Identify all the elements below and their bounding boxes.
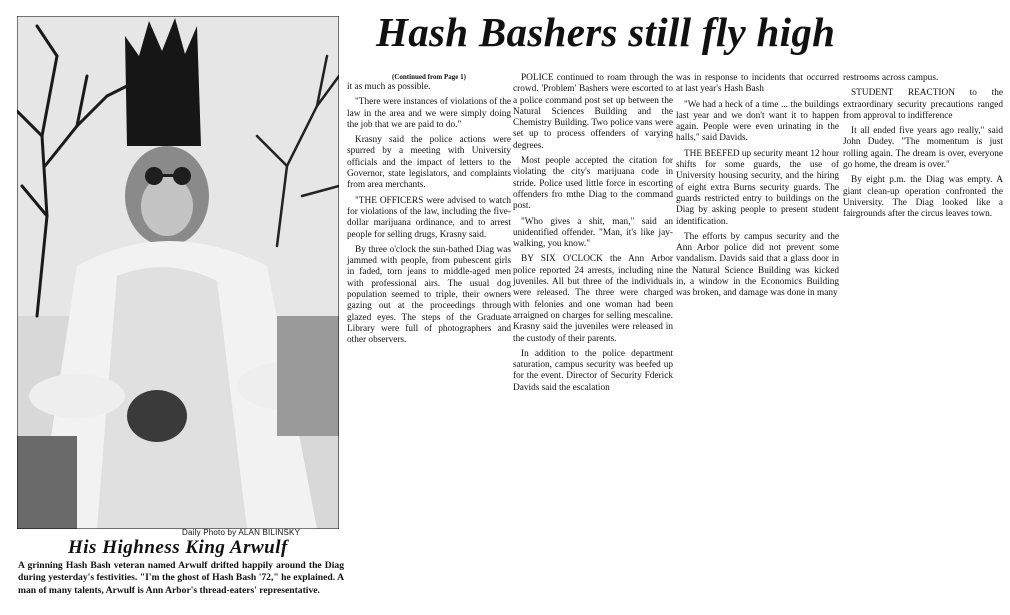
- paragraph: THE BEEFED up security meant 12 hour shifts for some guards, the use of University housing security, and the hiring of eight extra Burns security guards. The guards restricted entry to buildings on the Diag by asking people to present student identification.: [676, 148, 839, 227]
- caption-title: His Highness King Arwulf: [68, 537, 288, 558]
- paragraph: POLICE continued to roam through the crowd. 'Problem' Bashers were escorted to a police command post set up between the Natural Sciences Building and the Chemistry Building. Two police vans were set up to process offenders of varying degrees.: [513, 73, 673, 151]
- paragraph: it as much as possible.: [347, 82, 431, 92]
- paragraph: restrooms across campus.: [843, 73, 939, 83]
- paragraph: By three o'clock the sun-bathed Diag was jammed with people, from pubescent girls in faded, torn jeans to middle-aged men with professional airs. The usual dog population seemed to triple, their owners gazing out at the proceedings through glazed eyes. The steps of the Graduate Library were full of photographers and other observers.: [347, 244, 511, 346]
- photo-credit: Daily Photo by ALAN BILINSKY: [182, 528, 301, 537]
- paragraph: BY SIX O'CLOCK the Ann Arbor police reported 24 arrests, including nine juveniles. All but three of the individuals were released. The three were charged with felonies and one woman had been arraigned on charges for selling mescaline. Krasny said the juveniles were released in the custody of their parents.: [513, 254, 673, 344]
- news-photo: [17, 16, 339, 529]
- article-column-1: [347, 73, 511, 351]
- article-column-4: [843, 73, 1003, 225]
- article-column-3: [676, 73, 839, 304]
- paragraph: "Who gives a shit, man," said an unidentified offender. "Man, it's like jay-walking, you know.": [513, 216, 673, 250]
- headline: Hash Bashers still fly high: [376, 9, 836, 55]
- paragraph: was in response to incidents that occurred at last year's Hash Bash: [676, 73, 839, 95]
- paragraph: It all ended five years ago really," said John Dudey. "The momentum is just rolling again. The dream is over, everyone go home, the dream is over.": [843, 126, 1003, 171]
- paragraph: Krasny said the police actions were spurred by a meeting with University officials and the impact of letters to the Governor, state legislators, and complaints from area merchants.: [347, 135, 511, 191]
- paragraph: STUDENT REACTION to the extraordinary security precautions ranged from approval to indifference: [843, 88, 1003, 121]
- caption-text: A grinning Hash Bash veteran named Arwulf drifted happily around the Diag during yesterday's festivities. "I'm the ghost of Hash Bash '72," he explained. A man of many talents, Arwulf is Ann Arbor's thread-eaters' representative.: [18, 560, 344, 596]
- paragraph: "THE OFFICERS were advised to watch for violations of the law, including the five-dollar marijuana ordinance, and to arrest people for selling drugs, Krasny said.: [347, 195, 511, 240]
- paragraph: "There were instances of violations of the law in the area and we were simply doing the job that we are paid to do.": [347, 97, 511, 130]
- paragraph: In addition to the police department saturation, campus security was beefed up for the event. Director of Security Fderick Davids said the escalation: [513, 348, 673, 393]
- paragraph: Most people accepted the citation for violating the city's marijuana code in stride. Police used little force in escorting offenders fro mthe Diag to the command post.: [513, 156, 673, 212]
- paragraph: The efforts by campus security and the Ann Arbor police did not prevent some vandalism. Davids said that a glass door in the Natural Science Building was kicked in, a window in the Economics Building was broken, and damage was done in many: [676, 231, 839, 299]
- continued-note: (Continued from Page 1): [392, 73, 466, 81]
- photo-king-arwulf-image: [17, 16, 339, 529]
- article-column-2: [513, 73, 673, 398]
- paragraph: "We had a heck of a time ... the buildings last year and we don't want it to happen again. People were even urinating in the halls," said Davids.: [676, 99, 839, 144]
- paragraph: By eight p.m. the Diag was empty. A giant clean-up operation confronted the University. The Diag looked like a fairgrounds after the circus leaves town.: [843, 175, 1003, 220]
